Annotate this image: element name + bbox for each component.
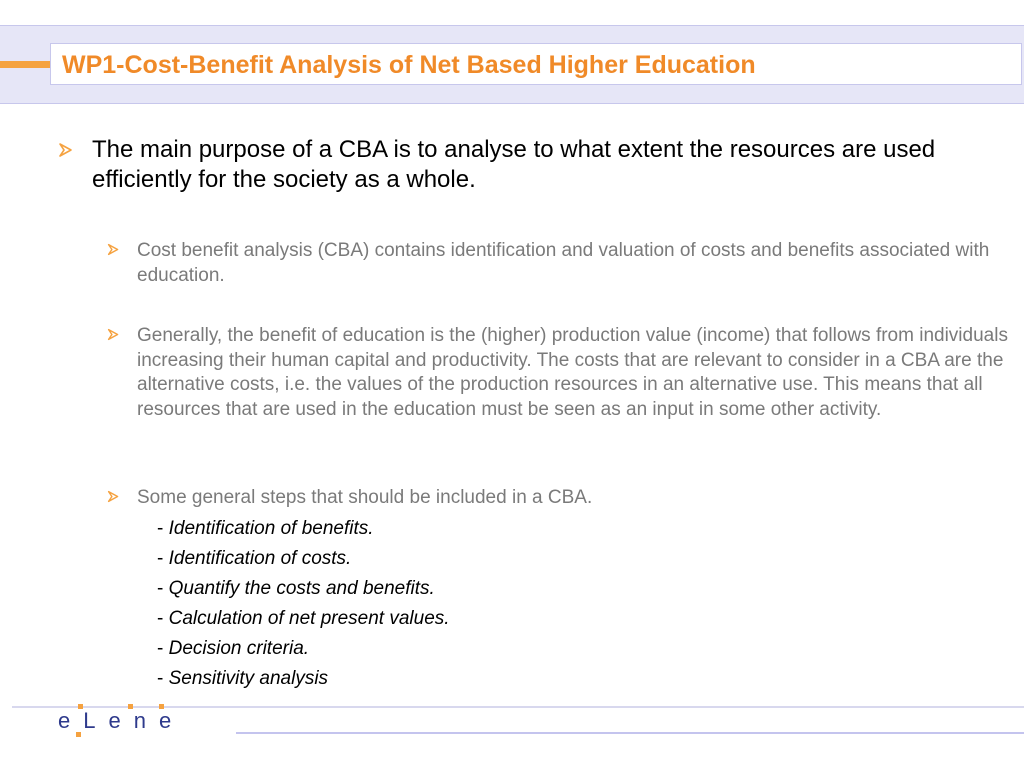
step-dash: - [157,578,169,599]
step-text: Identification of costs. [168,548,352,569]
step-dash: - [157,548,169,569]
step-text: Identification of benefits. [168,518,374,539]
title-accent-bar [0,61,50,68]
slide-title: WP1-Cost-Benefit Analysis of Net Based Higher Education [62,51,756,79]
arrow-bullet-icon [107,243,120,256]
step-dash: - [157,608,169,629]
list-item [157,574,450,604]
step-dash: - [157,638,169,659]
svg-text:eLene: eLene [58,708,185,733]
list-item [157,634,450,664]
arrow-bullet-icon [58,142,74,158]
arrow-bullet-icon [107,328,120,341]
step-dash: - [157,668,169,689]
list-item [157,664,450,694]
main-point: The main purpose of a CBA is to analyse to what extent the resources are used efficiently for the society as a whole. [92,136,936,193]
step-text: Calculation of net present values. [168,608,450,629]
sub-point-cba-definition: Cost benefit analysis (CBA) contains identification and valuation of costs and benefits associated with education. [137,240,990,286]
sub-point-benefit-cost: Generally, the benefit of education is the (higher) production value (income) that follows from individuals increasing their human capital and productivity. The costs that are relevant to consider in a CBA are the alternative costs, i.e. the values of the production resources in an alternative use. This means that all resources that are used in the education must be seen as an input in some other activity. [137,325,1008,420]
steps-list [157,514,450,694]
arrow-bullet-icon [107,490,120,503]
footer-divider-accent [236,732,1024,734]
elene-logo [52,698,242,748]
step-dash: - [157,518,169,539]
list-item [157,604,450,634]
step-text: Decision criteria. [168,638,310,659]
sub-point-general-steps: Some general steps that should be included in a CBA. [137,487,593,508]
step-text: Sensitivity analysis [168,668,329,689]
step-text: Quantify the costs and benefits. [168,578,435,599]
list-item [157,514,450,544]
list-item [157,544,450,574]
